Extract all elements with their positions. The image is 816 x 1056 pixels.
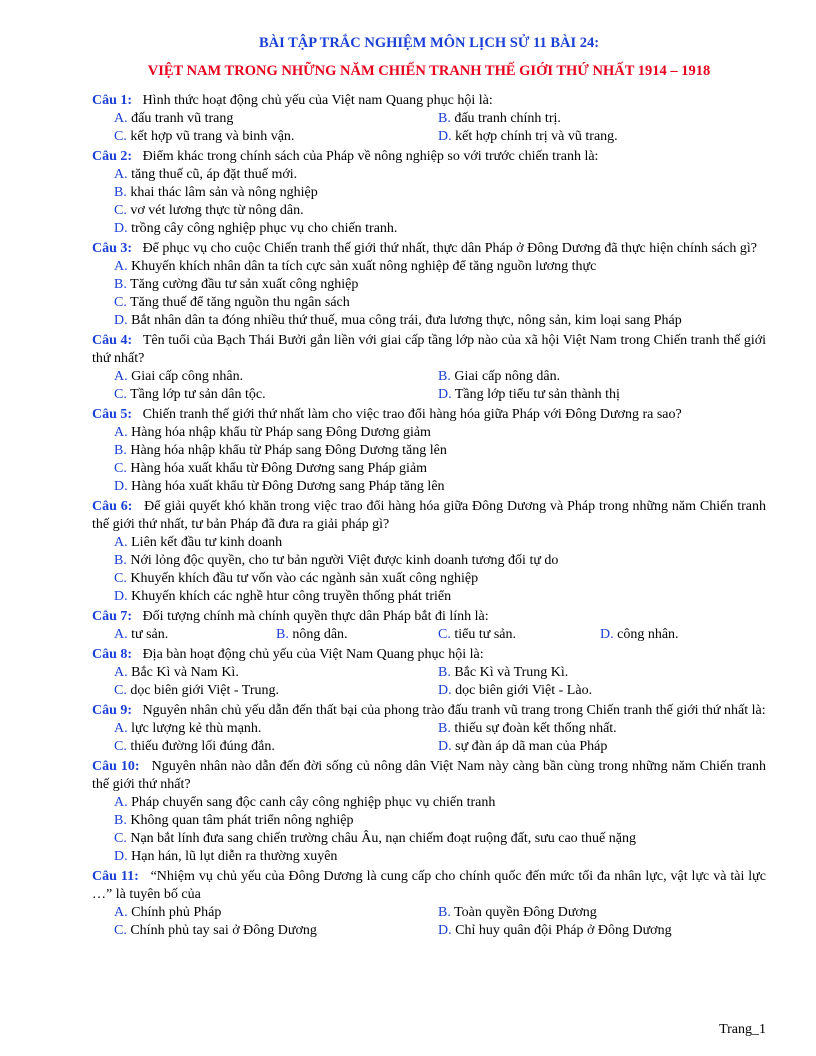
question-label: Câu 1: — [92, 93, 133, 108]
option-text: đấu tranh chính trị. — [454, 111, 561, 126]
option-row — [92, 552, 766, 570]
answer-option — [114, 571, 478, 586]
answer-option — [114, 589, 451, 604]
question-text: Điểm khác trong chính sách của Pháp về nông nghiệp so với trước chiến tranh là: — [142, 149, 599, 164]
option-letter: B. — [114, 443, 127, 458]
answer-option — [114, 368, 438, 386]
question-text: Để phục vụ cho cuộc Chiến tranh thế giới thứ nhất, thực dân Pháp ở Đông Dương đã thực hiện chính sách gì? — [142, 241, 757, 256]
question-text: Nguyên nhân nào dẫn đến đời sống củ nông dân Việt Nam này càng bần cùng trong những năm Chiến tranh thế giới thứ nhất? — [92, 759, 767, 792]
answer-option — [114, 904, 438, 922]
document-subtitle: VIỆT NAM TRONG NHỮNG NĂM CHIẾN TRANH THẾ GIỚI THỨ NHẤT 1914 – 1918 — [147, 63, 711, 79]
option-text: Nới lỏng độc quyền, cho tư bản người Việt được kinh doanh tương đối tự do — [130, 553, 559, 568]
option-text: nông dân. — [292, 627, 348, 642]
question — [92, 406, 766, 424]
option-row — [92, 128, 766, 146]
option-row — [92, 184, 766, 202]
option-row — [92, 664, 766, 682]
option-text: sự đàn áp dã man của Pháp — [455, 739, 608, 754]
option-row — [92, 478, 766, 496]
option-text: lực lượng kẻ thù mạnh. — [131, 721, 262, 736]
option-row — [92, 904, 766, 922]
option-letter: A. — [114, 795, 128, 810]
question-label: Câu 4: — [92, 333, 133, 348]
option-text: tiểu tư sản. — [454, 627, 516, 642]
answer-option — [114, 425, 431, 440]
option-text: Khuyến khích nhân dân ta tích cực sản xuất nông nghiệp để tăng nguồn lương thực — [131, 259, 597, 274]
question-text: Tên tuổi của Bạch Thái Bưởi gắn liền với giai cấp tầng lớp nào của xã hội Việt Nam trong Chiến tranh thế giới thứ nhất? — [92, 333, 767, 366]
option-letter: B. — [114, 813, 127, 828]
question-label: Câu 7: — [92, 609, 133, 624]
option-letter: B. — [114, 277, 127, 292]
option-row — [92, 202, 766, 220]
option-text: dọc biên giới Việt - Trung. — [130, 683, 279, 698]
option-letter: C. — [114, 387, 127, 402]
question — [92, 240, 766, 258]
option-row — [92, 386, 766, 404]
option-letter: D. — [600, 627, 614, 642]
answer-option — [114, 738, 438, 756]
option-row — [92, 720, 766, 738]
option-letter: D. — [438, 387, 452, 402]
question — [92, 148, 766, 166]
question-text: “Nhiệm vụ chủ yếu của Đông Dương là cung cấp cho chính quốc đến mức tối đa nhân lực, vật lực và tài lực …” là tuyên bố của — [92, 869, 766, 902]
question-label: Câu 11: — [92, 869, 139, 884]
answer-option — [114, 203, 304, 218]
option-text: Tầng lớp tư sản dân tộc. — [130, 387, 266, 402]
question-text: Để giải quyết khó khăn trong việc trao đổi hàng hóa giữa Đông Dương và Pháp trong những năm Chiến tranh thế giới thứ nhất, tư bản Pháp đã đưa ra giải pháp gì? — [92, 499, 767, 532]
option-letter: C. — [114, 203, 127, 218]
answer-option — [114, 535, 282, 550]
option-text: vơ vét lương thực từ nông dân. — [130, 203, 304, 218]
answer-option — [114, 479, 445, 494]
option-text: Giai cấp nông dân. — [454, 369, 561, 384]
answer-option — [114, 167, 297, 182]
question-label: Câu 5: — [92, 407, 133, 422]
answer-option — [114, 386, 438, 404]
option-text: Giai cấp công nhân. — [131, 369, 244, 384]
option-text: trồng cây công nghiệp phục vụ cho chiến tranh. — [131, 221, 398, 236]
option-text: Toàn quyền Đông Dương — [454, 905, 597, 920]
option-row — [92, 626, 766, 644]
option-letter: C. — [114, 129, 127, 144]
option-letter: D. — [438, 739, 452, 754]
option-text: thiếu sự đoàn kết thống nhất. — [454, 721, 617, 736]
option-text: Nạn bắt lính đưa sang chiến trường châu Âu, nạn chiếm đoạt ruộng đất, sưu cao thuế nặng — [130, 831, 636, 846]
answer-option — [438, 626, 600, 644]
option-letter: B. — [114, 553, 127, 568]
question — [92, 332, 766, 368]
answer-option — [114, 849, 337, 864]
option-row — [92, 312, 766, 330]
option-row — [92, 794, 766, 812]
option-text: Khuyến khích đầu tư vốn vào các ngành sản xuất công nghiệp — [130, 571, 479, 586]
answer-option — [114, 110, 438, 128]
option-text: Tăng thuế để tăng nguồn thu ngân sách — [130, 295, 350, 310]
option-letter: C. — [114, 923, 127, 938]
option-row — [92, 848, 766, 866]
option-letter: A. — [114, 665, 128, 680]
answer-option — [600, 626, 762, 644]
option-text: tăng thuế cũ, áp đặt thuế mới. — [131, 167, 298, 182]
question-label: Câu 9: — [92, 703, 133, 718]
answer-option — [114, 626, 276, 644]
option-letter: D. — [114, 849, 128, 864]
option-letter: B. — [438, 721, 451, 736]
option-letter: B. — [438, 905, 451, 920]
document-title: BÀI TẬP TRẮC NGHIỆM MÔN LỊCH SỬ 11 BÀI 24: — [258, 35, 600, 51]
option-text: Liên kết đầu tư kinh doanh — [131, 535, 283, 550]
question-text: Đối tượng chính mà chính quyền thực dân Pháp bắt đi lính là: — [142, 609, 489, 624]
answer-option — [438, 922, 762, 940]
answer-option — [438, 368, 762, 386]
option-letter: C. — [114, 739, 127, 754]
option-text: công nhân. — [617, 627, 679, 642]
option-letter: D. — [438, 683, 452, 698]
question-text: Hình thức hoạt động chủ yếu của Việt nam Quang phục hội là: — [142, 93, 493, 108]
option-text: Chỉ huy quân đội Pháp ở Đông Dương — [455, 923, 672, 938]
answer-option — [114, 221, 397, 236]
option-letter: C. — [114, 461, 127, 476]
question — [92, 92, 766, 110]
option-letter: A. — [114, 425, 128, 440]
option-letter: A. — [114, 369, 128, 384]
option-row — [92, 812, 766, 830]
answer-option — [114, 682, 438, 700]
option-letter: C. — [114, 683, 127, 698]
option-text: Hạn hán, lũ lụt diễn ra thường xuyên — [131, 849, 338, 864]
answer-option — [114, 128, 438, 146]
option-text: Bắt nhân dân ta đóng nhiều thứ thuế, mua công trái, đưa lương thực, nông sản, kim loại sang Pháp — [131, 313, 682, 328]
option-letter: B. — [438, 111, 451, 126]
option-row — [92, 922, 766, 940]
option-row — [92, 738, 766, 756]
option-letter: D. — [114, 589, 128, 604]
document-page — [92, 34, 766, 940]
option-letter: B. — [438, 665, 451, 680]
question — [92, 498, 766, 534]
answer-option — [438, 110, 762, 128]
option-text: kết hợp vũ trang và binh vận. — [130, 129, 295, 144]
option-letter: B. — [114, 185, 127, 200]
option-row — [92, 442, 766, 460]
answer-option — [114, 664, 438, 682]
answer-option — [114, 461, 427, 476]
option-row — [92, 166, 766, 184]
option-text: Hàng hóa nhập khẩu từ Pháp sang Đông Dương tăng lên — [130, 443, 447, 458]
answer-option — [276, 626, 438, 644]
option-row — [92, 110, 766, 128]
question-label: Câu 6: — [92, 499, 133, 514]
option-letter: B. — [438, 369, 451, 384]
option-letter: A. — [114, 627, 128, 642]
answer-option — [438, 386, 762, 404]
option-text: Hàng hóa xuất khẩu từ Đông Dương sang Pháp tăng lên — [131, 479, 445, 494]
option-row — [92, 830, 766, 848]
question-label: Câu 8: — [92, 647, 133, 662]
option-row — [92, 424, 766, 442]
answer-option — [438, 720, 762, 738]
option-text: Không quan tâm phát triển nông nghiệp — [130, 813, 354, 828]
option-text: thiếu đường lối đúng đắn. — [130, 739, 275, 754]
option-text: Chính phủ Pháp — [131, 905, 222, 920]
option-row — [92, 534, 766, 552]
option-letter: D. — [114, 313, 128, 328]
option-row — [92, 294, 766, 312]
option-text: Chính phủ tay sai ở Đông Dương — [130, 923, 317, 938]
option-letter: A. — [114, 535, 128, 550]
option-letter: C. — [438, 627, 451, 642]
question — [92, 646, 766, 664]
question-list — [92, 92, 766, 940]
option-text: Tăng cường đầu tư sản xuất công nghiệp — [130, 277, 359, 292]
question-label: Câu 2: — [92, 149, 133, 164]
answer-option — [114, 277, 358, 292]
answer-option — [438, 738, 762, 756]
option-text: kết hợp chính trị và vũ trang. — [455, 129, 618, 144]
page-number: Trang_1 — [719, 1022, 766, 1037]
option-letter: D. — [438, 923, 452, 938]
option-letter: C. — [114, 295, 127, 310]
question-label: Câu 10: — [92, 759, 140, 774]
option-letter: D. — [114, 221, 128, 236]
option-text: Hàng hóa nhập khẩu từ Pháp sang Đông Dương giảm — [131, 425, 431, 440]
answer-option — [114, 922, 438, 940]
question — [92, 868, 766, 904]
answer-option — [114, 813, 354, 828]
option-text: đấu tranh vũ trang — [131, 111, 234, 126]
answer-option — [114, 295, 350, 310]
option-text: Hàng hóa xuất khẩu từ Đông Dương sang Pháp giảm — [130, 461, 428, 476]
answer-option — [438, 682, 762, 700]
question-text: Địa bàn hoạt động chủ yếu của Việt Nam Quang phục hội là: — [142, 647, 484, 662]
option-text: Pháp chuyển sang độc canh cây công nghiệp phục vụ chiến tranh — [131, 795, 496, 810]
option-text: tư sản. — [131, 627, 169, 642]
option-row — [92, 276, 766, 294]
answer-option — [114, 720, 438, 738]
answer-option — [114, 443, 447, 458]
answer-option — [114, 831, 636, 846]
answer-option — [114, 795, 495, 810]
option-letter: B. — [276, 627, 289, 642]
option-letter: A. — [114, 167, 128, 182]
option-letter: A. — [114, 905, 128, 920]
option-letter: C. — [114, 831, 127, 846]
option-row — [92, 220, 766, 238]
option-row — [92, 460, 766, 478]
option-text: dọc biên giới Việt - Lào. — [455, 683, 593, 698]
option-row — [92, 682, 766, 700]
option-text: Bắc Kì và Nam Kì. — [131, 665, 239, 680]
answer-option — [114, 553, 558, 568]
answer-option — [438, 128, 762, 146]
option-text: Bắc Kì và Trung Kì. — [454, 665, 569, 680]
option-row — [92, 570, 766, 588]
answer-option — [438, 904, 762, 922]
question — [92, 608, 766, 626]
question — [92, 758, 766, 794]
option-letter: A. — [114, 721, 128, 736]
option-row — [92, 368, 766, 386]
answer-option — [114, 313, 682, 328]
option-row — [92, 258, 766, 276]
answer-option — [438, 664, 762, 682]
answer-option — [114, 259, 596, 274]
question — [92, 702, 766, 720]
question-text: Chiến tranh thế giới thứ nhất làm cho việc trao đổi hàng hóa giữa Pháp với Đông Dương ra sao? — [142, 407, 682, 422]
answer-option — [114, 185, 318, 200]
option-letter: D. — [438, 129, 452, 144]
option-text: Khuyến khích các nghề htur công truyền thống phát triển — [131, 589, 452, 604]
question-text: Nguyên nhân chủ yếu dẫn đến thất bại của phong trào đấu tranh vũ trang trong Chiến tranh thế giới thứ nhất là: — [142, 703, 766, 718]
option-letter: A. — [114, 259, 128, 274]
option-text: khai thác lâm sản và nông nghiệp — [130, 185, 318, 200]
option-row — [92, 588, 766, 606]
option-letter: C. — [114, 571, 127, 586]
option-letter: A. — [114, 111, 128, 126]
question-label: Câu 3: — [92, 241, 133, 256]
option-text: Tầng lớp tiểu tư sản thành thị — [454, 387, 620, 402]
option-letter: D. — [114, 479, 128, 494]
